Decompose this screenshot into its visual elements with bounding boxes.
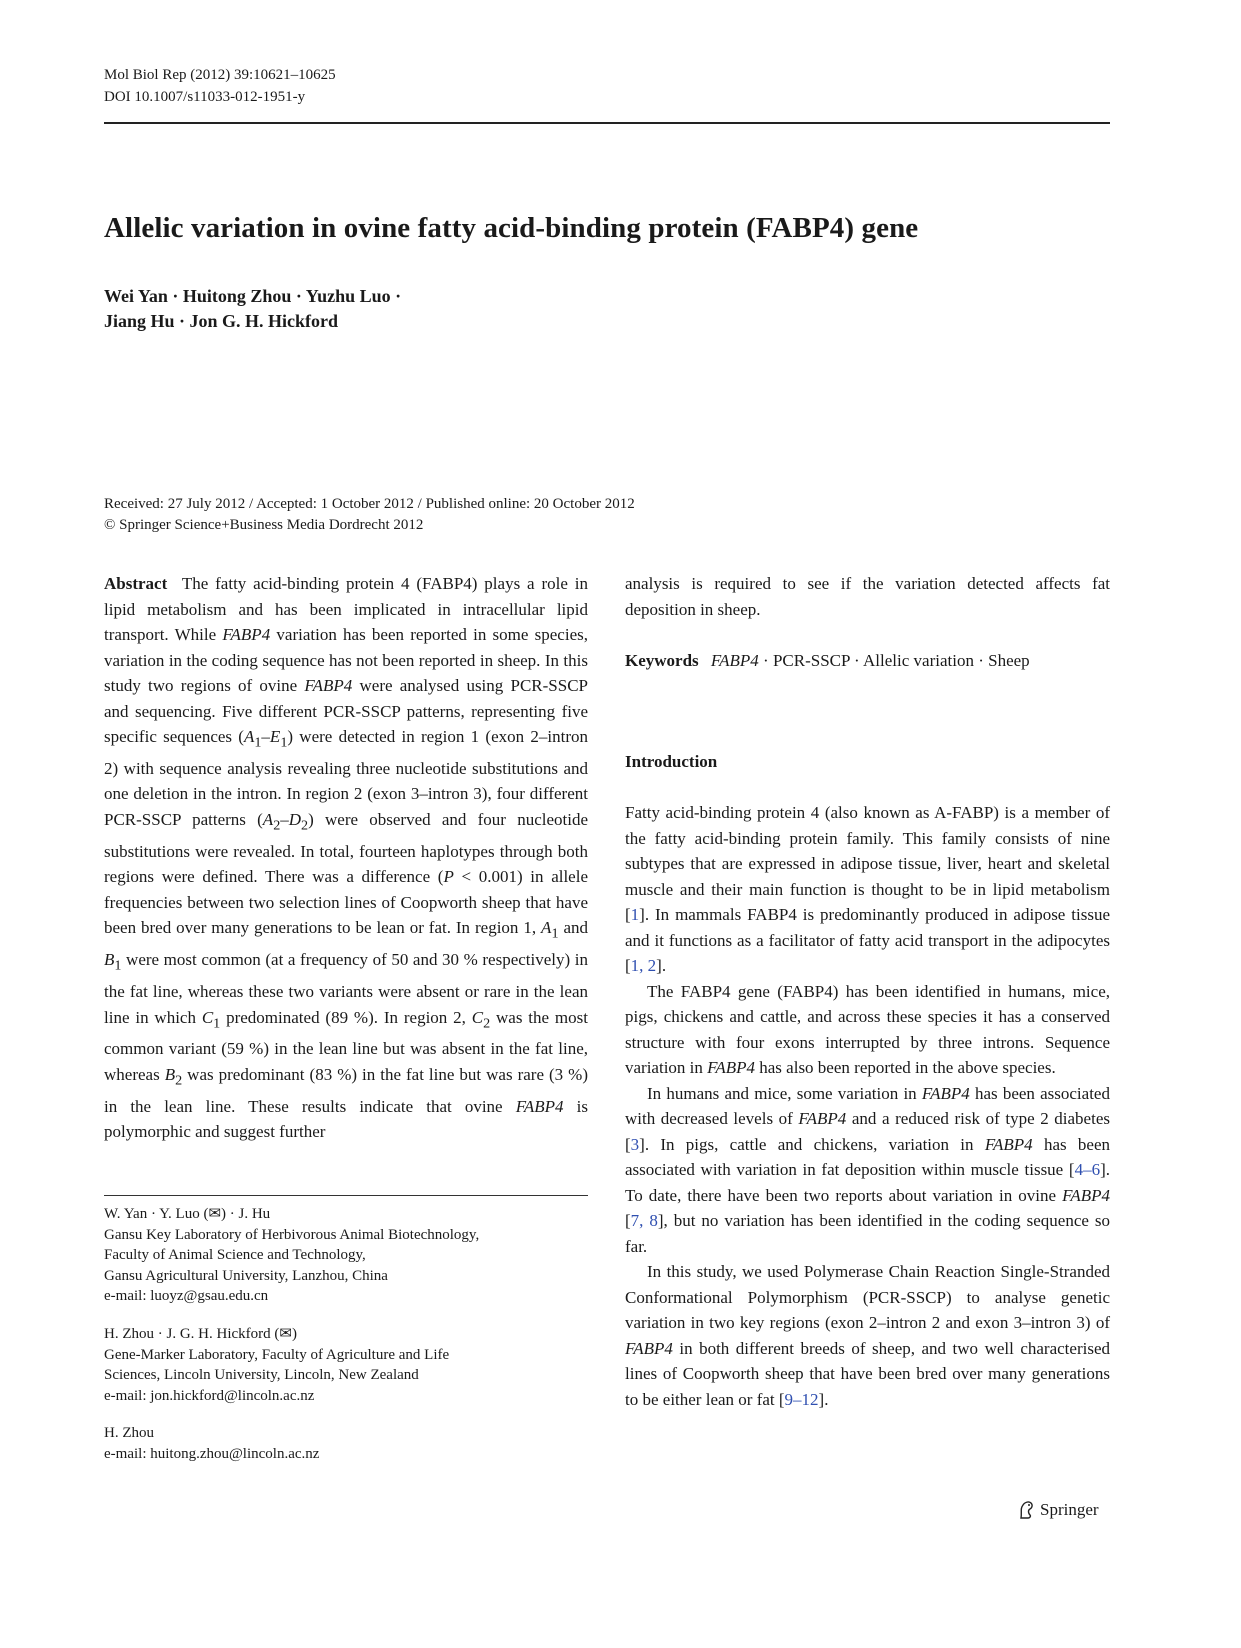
header-rule xyxy=(104,122,1110,124)
introduction-paragraph: Fatty acid-binding protein 4 (also known as A-FABP) is a member of the fatty acid-binding protein family. This family consists of nine subtypes that are expressed in adipose tissue, liver, heart and skeletal muscle and their main function is thought to be in lipid metabolism [1]. In mammals FABP4 is predominantly produced in adipose tissue and it functions as a facilitator of fatty acid transport in the adipocytes [1, 2]. xyxy=(625,803,1110,975)
affiliation-line: Gene-Marker Laboratory, Faculty of Agriculture and Life xyxy=(104,1346,450,1363)
abstract-continued xyxy=(625,571,1110,622)
affiliation-line: Gansu Key Laboratory of Herbivorous Animal Biotechnology, xyxy=(104,1226,480,1243)
affiliation-line: Faculty of Animal Science and Technology, xyxy=(104,1247,366,1263)
abstract-text-part2: analysis is required to see if the variation detected affects fat deposition in sheep. xyxy=(625,574,1110,619)
abstract-label: Abstract xyxy=(104,574,168,593)
journal-header xyxy=(104,64,336,108)
abstract-text-part1: The fatty acid-binding protein 4 (FABP4) plays a role in lipid metabolism and has been implicated in intracellular lipid transport. While FABP4 variation has been reported in some species, variation in the coding sequence has not been reported in sheep. In this study two regions of ovine FABP4 were analysed using PCR-SSCP and sequencing. Five different PCR-SSCP patterns, representing five specific sequences $(A_1-E_1)$ were detected in region 1 (exon 2–intron 2) with sequence analysis revealing three nucleotide substitutions and one deletion in the intron. In region 2 (exon 3–intron 3), four different PCR-SSCP patterns $(A_2-D_2)$ were observed and four nucleotide substitutions were revealed. In total, fourteen haplotypes through both regions were defined. There was a difference (P < 0.001) in allele frequencies between two selection lines of Coopworth sheep that have been bred over many generations to be lean or fat. In region 1, $A_1$ and $B_1$ were most common (at a frequency of 50 and 30 % respectively) in the fat line, whereas these two variants were absent or rare in the lean line in which $C_1$ predominated (89 %). In region 2, $C_2$ was the most common variant (59 %) in the lean line but was absent in the fat line, whereas $B_2$ was predominant (83 %) in the fat line but was rare (3 %) in the lean line. These results indicate that ovine FABP4 is polymorphic and suggest further xyxy=(104,574,589,1142)
section-heading-introduction: Introduction xyxy=(625,752,718,771)
introduction-body xyxy=(625,800,1110,1412)
keywords-text: FABP4 · PCR-SSCP · Allelic variation · Sheep xyxy=(710,651,1030,670)
affiliation-3 xyxy=(104,1423,319,1464)
journal-doi: DOI 10.1007/s11033-012-1951-y xyxy=(104,89,306,105)
affiliation-email[interactable]: e-mail: huitong.zhou@lincoln.ac.nz xyxy=(104,1445,320,1462)
affiliation-email[interactable]: e-mail: luoyz@gsau.edu.cn xyxy=(104,1288,269,1304)
introduction-paragraph: In humans and mice, some variation in FABP4 has been associated with decreased levels of FABP4 and a reduced risk of type 2 diabetes [3]. In pigs, cattle and chickens, variation in FABP4 has been associated with variation in fat deposition within muscle tissue [4–6]. To date, there have been two reports about variation in ovine FABP4 [7, 8], but no variation has been identified in the coding sequence so far. xyxy=(625,1083,1110,1256)
author-line-2: Jiang Hu · Jon G. H. Hickford xyxy=(104,311,339,331)
copyright-line: © Springer Science+Business Media Dordrecht 2012 xyxy=(104,517,424,533)
footnote-rule xyxy=(104,1195,588,1196)
affiliation-line: Sciences, Lincoln University, Lincoln, New Zealand xyxy=(104,1367,419,1383)
journal-citation: Mol Biol Rep (2012) 39:10621–10625 xyxy=(104,67,336,83)
affiliation-names: H. Zhou xyxy=(104,1425,154,1441)
publisher-name: Springer xyxy=(1040,1500,1099,1519)
introduction-paragraph: The FABP4 gene (FABP4) has been identified in humans, mice, pigs, chickens and cattle, and across these species it has a conserved structure with four exons interrupted by three introns. Sequence variation in FABP4 has also been reported in the above species. xyxy=(625,981,1110,1077)
publisher-logo xyxy=(1018,1500,1099,1520)
affiliation-1 xyxy=(104,1204,479,1307)
paper-title: Allelic variation in ovine fatty acid-binding protein (FABP4) gene xyxy=(104,212,919,244)
affiliation-line: Gansu Agricultural University, Lanzhou, China xyxy=(104,1267,388,1284)
keywords xyxy=(625,648,1110,674)
publication-dates xyxy=(104,494,635,536)
affiliation-names: W. Yan · Y. Luo (✉) · J. Hu xyxy=(104,1206,271,1222)
affiliation-email[interactable]: e-mail: jon.hickford@lincoln.ac.nz xyxy=(104,1387,315,1404)
author-list xyxy=(104,284,401,334)
author-line-1: Wei Yan · Huitong Zhou · Yuzhu Luo · xyxy=(104,286,402,306)
dates-line: Received: 27 July 2012 / Accepted: 1 October 2012 / Published online: 20 October 2012 xyxy=(104,496,635,512)
affiliation-names: H. Zhou · J. G. H. Hickford (✉) xyxy=(104,1326,297,1342)
introduction-paragraph: In this study, we used Polymerase Chain Reaction Single-Stranded Conformational Polymorphism (PCR-SSCP) to analyse genetic variation in two key regions (exon 2–intron 2 and exon 3–intron 3) of FABP4 in both different breeds of sheep, and two well characterised lines of Coopworth sheep that have been bred over many generations to be either lean or fat [9–12]. xyxy=(625,1262,1110,1409)
abstract xyxy=(104,571,588,1145)
keywords-label: Keywords xyxy=(625,651,699,670)
springer-horse-icon xyxy=(1018,1500,1036,1520)
affiliation-2 xyxy=(104,1324,449,1406)
